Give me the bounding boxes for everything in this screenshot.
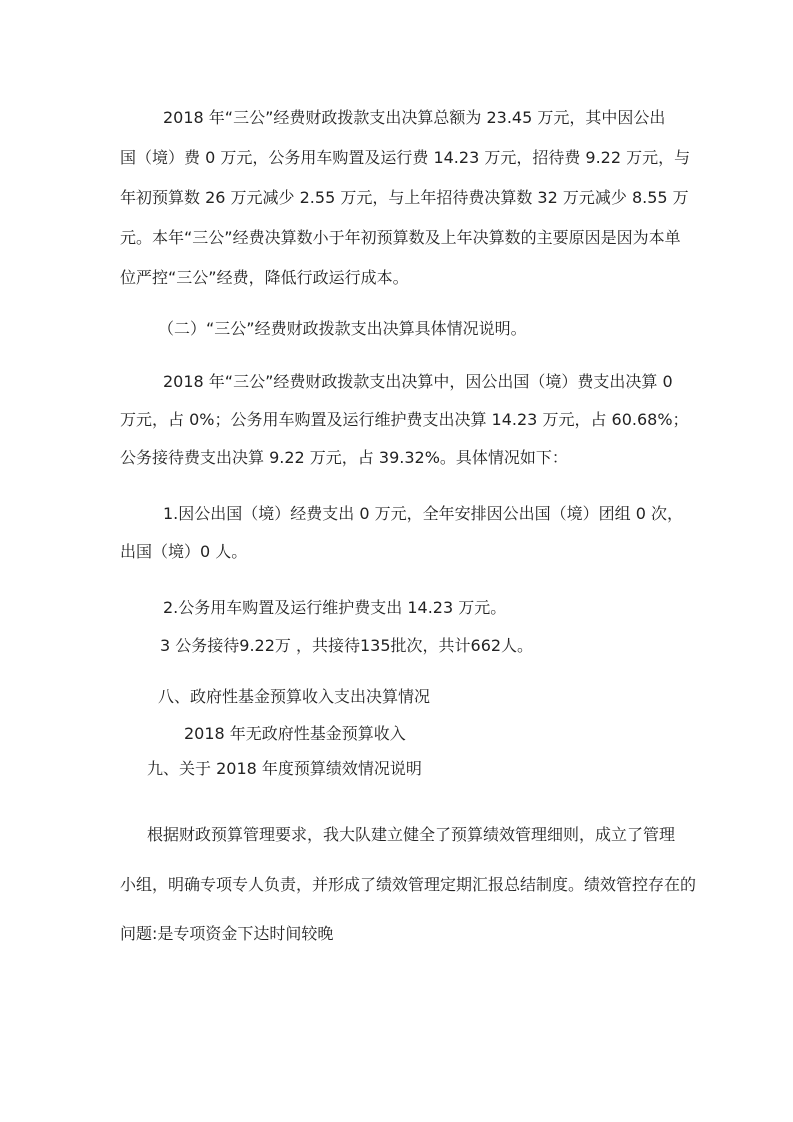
list-item: 3 公务接待9.22万 ，共接待135批次，共计662人。 bbox=[160, 636, 534, 655]
paragraph-line: 国（境）费 0 万元，公务用车购置及运行费 14.23 万元，招待费 9.22 万元，与 bbox=[120, 148, 691, 167]
paragraph-line: 根据财政预算管理要求，我大队建立健全了预算绩效管理细则，成立了管理 bbox=[147, 825, 676, 844]
paragraph-line: 问题:是专项资金下达时间较晚 bbox=[120, 924, 334, 943]
paragraph-line: 2018 年“三公”经费财政拨款支出决算中，因公出国（境）费支出决算 0 bbox=[163, 372, 673, 391]
paragraph-line: 2018 年“三公”经费财政拨款支出决算总额为 23.45 万元，其中因公出 bbox=[163, 108, 666, 127]
paragraph-line: 元。本年“三公”经费决算数小于年初预算数及上年决算数的主要原因是因为本单 bbox=[120, 228, 681, 247]
paragraph-line: 万元，占 0%；公务用车购置及运行维护费支出决算 14.23 万元，占 60.68%； bbox=[120, 410, 689, 429]
section-heading: 九、关于 2018 年度预算绩效情况说明 bbox=[147, 759, 422, 778]
paragraph-line: 小组，明确专项专人负责，并形成了绩效管理定期汇报总结制度。绩效管控存在的 bbox=[120, 875, 697, 894]
paragraph-line: 2018 年无政府性基金预算收入 bbox=[184, 724, 406, 743]
list-item: 1.因公出国（境）经费支出 0 万元，全年安排因公出国（境）团组 0 次， bbox=[163, 504, 683, 523]
section-heading: 八、政府性基金预算收入支出决算情况 bbox=[158, 687, 431, 706]
paragraph-line: 年初预算数 26 万元减少 2.55 万元，与上年招待费决算数 32 万元减少 8.55 万 bbox=[120, 188, 689, 207]
list-item: 2.公务用车购置及运行维护费支出 14.23 万元。 bbox=[163, 598, 507, 617]
paragraph-line: 公务接待费支出决算 9.22 万元，占 39.32%。具体情况如下： bbox=[120, 448, 568, 467]
section-heading: （二）“三公”经费财政拨款支出决算具体情况说明。 bbox=[158, 319, 527, 338]
paragraph-line: 位严控“三公”经费，降低行政运行成本。 bbox=[120, 268, 409, 287]
list-item: 出国（境）0 人。 bbox=[120, 542, 248, 561]
